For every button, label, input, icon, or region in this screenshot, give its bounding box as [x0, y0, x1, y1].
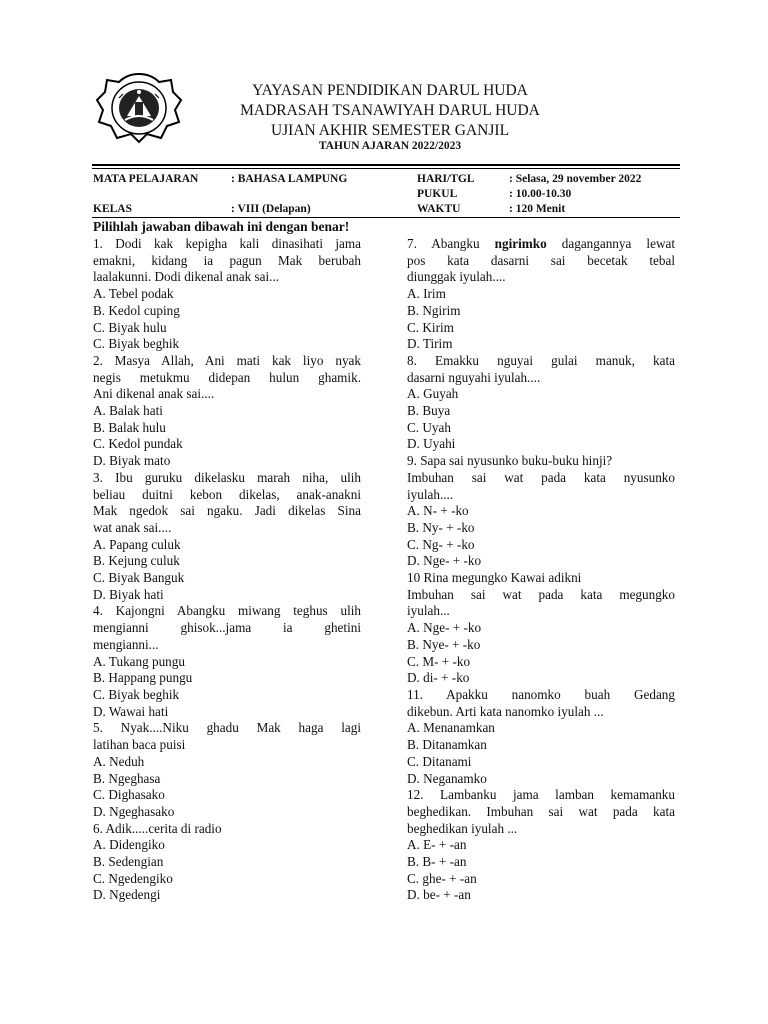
question-11-line: 11. Apakku nanomko buah Gedang [407, 686, 675, 702]
question-3-option: C. Biyak Banguk [93, 570, 185, 586]
question-4-option: A. Tukang pungu [93, 653, 185, 669]
question-6-line: 6. Adik.....cerita di radio [93, 820, 222, 836]
time-value: : 10.00-10.30 [509, 188, 572, 200]
question-7-bold-word: ngirimko [494, 236, 547, 251]
question-3-option: D. Biyak hati [93, 586, 164, 602]
question-5-option: C. Dighasako [93, 787, 165, 803]
exam-title: UJIAN AKHIR SEMESTER GANJIL [270, 122, 510, 139]
day-date-value: : Selasa, 29 november 2022 [509, 173, 642, 185]
question-2-option: B. Balak hulu [93, 419, 166, 435]
question-4-line: mengianni ghisok...jama ia ghetini [93, 620, 361, 636]
question-7-text: dagangannya lewat [546, 236, 675, 251]
question-9-option: C. Ng- + -ko [407, 536, 475, 552]
question-5-option: D. Ngeghasako [93, 803, 175, 819]
info-divider [92, 217, 680, 218]
question-7-line: pos kata dasarni sai becetak tebal [407, 252, 675, 268]
question-3-line: 3. Ibu guruku dikelasku marah niha, ulih [93, 469, 361, 485]
question-9-line: iyulah.... [407, 486, 454, 502]
question-6-option: B. Sedengian [93, 854, 164, 870]
question-4-option: D. Wawai hati [93, 703, 169, 719]
question-1-option: A. Tebel podak [93, 286, 174, 302]
instruction: Pilihlah jawaban dibawah ini dengan benar! [93, 219, 350, 234]
question-7-option: B. Ngirim [407, 302, 461, 318]
question-1-line: 1. Dodi kak kepigha kali dinasihati jama [93, 236, 361, 251]
question-12-line: 12. Lambanku jama lamban kemamanku [407, 787, 675, 803]
question-11-line: dikebun. Arti kata nanomko iyulah ... [407, 703, 604, 719]
question-2-line: Ani dikenal anak sai.... [93, 386, 215, 402]
question-6-option: A. Didengiko [93, 837, 165, 853]
question-5-option: B. Ngeghasa [93, 770, 161, 786]
question-10-option: B. Nye- + -ko [407, 636, 481, 652]
question-8-option: C. Uyah [407, 419, 451, 435]
question-2-option: C. Kedol pundak [93, 436, 183, 452]
question-1-option: C. Biyak beghik [93, 336, 180, 352]
duration-value: : 120 Menit [509, 203, 566, 215]
question-6-option: D. Ngedengi [93, 887, 161, 903]
question-7-option: D. Tirim [407, 336, 453, 352]
school-logo-seal [95, 72, 183, 144]
header-divider-thick [92, 164, 680, 166]
foundation-name: YAYASAN PENDIDIKAN DARUL HUDA [252, 82, 528, 99]
question-12-option: D. be- + -an [407, 887, 471, 903]
class-value: : VIII (Delapan) [231, 203, 311, 215]
question-3-line: wat anak sai.... [93, 519, 172, 535]
questions-left-column [93, 236, 361, 904]
question-1-option: C. Biyak hulu [93, 319, 167, 335]
question-2-line: negis metukmu didepan hulun ghamik. [93, 369, 361, 385]
class-label: KELAS [93, 203, 132, 215]
question-1-option: B. Kedol cuping [93, 302, 180, 318]
question-7-line: diunggak iyulah.... [407, 269, 506, 285]
duration-label: WAKTU [417, 203, 461, 215]
time-label: PUKUL [417, 188, 458, 200]
question-11-option: C. Ditanami [407, 753, 472, 769]
question-8-option: A. Guyah [407, 386, 459, 402]
question-12-option: C. ghe- + -an [407, 870, 477, 886]
questions-right-column [407, 236, 675, 904]
question-3-option: B. Kejung culuk [93, 553, 180, 569]
question-9-option: D. Nge- + -ko [407, 553, 482, 569]
question-10-line: 10 Rina megungko Kawai adikni [407, 570, 582, 586]
question-10-option: C. M- + -ko [407, 653, 471, 669]
question-11-option: B. Ditanamkan [407, 737, 487, 753]
question-4-line: mengianni... [93, 636, 159, 652]
question-8-line: 8. Emakku nguyai gulai manuk, kata [407, 352, 675, 368]
question-9-option: B. Ny- + -ko [407, 519, 475, 535]
question-12-option: B. B- + -an [407, 854, 467, 870]
question-10-option: D. di- + -ko [407, 670, 470, 686]
question-5-option: A. Neduh [93, 753, 145, 769]
question-3-option: A. Papang culuk [93, 536, 181, 552]
question-10-option: A. Nge- + -ko [407, 620, 482, 636]
question-3-line: beliau duitni kebon dikelas, anak-anakni [93, 486, 361, 502]
question-7-option: C. Kirim [407, 319, 454, 335]
question-9-option: A. N- + -ko [407, 503, 469, 519]
question-1-line: emakni, kidang ia pagun Mak berubah [93, 252, 361, 268]
question-7-text: 7. Abangku [407, 236, 495, 251]
question-7-option: A. Irim [407, 286, 446, 302]
question-9-line: Imbuhan sai wat pada kata nyusunko [407, 469, 675, 485]
question-8-line: dasarni nguyahi iyulah.... [407, 369, 541, 385]
school-name: MADRASAH TSANAWIYAH DARUL HUDA [240, 102, 540, 119]
subject-label: MATA PELAJARAN [93, 173, 199, 185]
question-12-line: beghedikan. Imbuhan sai wat pada kata [407, 803, 675, 819]
question-2-option: A. Balak hati [93, 403, 163, 419]
question-11-option: A. Menanamkan [407, 720, 495, 736]
question-10-line: Imbuhan sai wat pada kata megungko [407, 586, 675, 602]
question-7-line [407, 236, 675, 253]
question-4-option: C. Biyak beghik [93, 686, 180, 702]
question-6-option: C. Ngedengiko [93, 870, 173, 886]
day-date-label: HARI/TGL [417, 173, 475, 185]
question-8-option: B. Buya [407, 403, 451, 419]
question-12-option: A. E- + -an [407, 837, 467, 853]
question-9-line: 9. Sapa sai nyusunko buku-buku hinji? [407, 453, 613, 469]
question-11-option: D. Neganamko [407, 770, 487, 786]
question-2-line: 2. Masya Allah, Ani mati kak liyo nyak [93, 352, 361, 368]
question-4-option: B. Happang pungu [93, 670, 193, 686]
question-2-option: D. Biyak mato [93, 453, 171, 469]
subject-value: : BAHASA LAMPUNG [231, 173, 348, 185]
question-3-line: Mak ngedok sai ngaku. Jadi dikelas Sina [93, 503, 361, 519]
question-12-line: beghedikan iyulah ... [407, 820, 518, 836]
question-8-option: D. Uyahi [407, 436, 456, 452]
question-5-line: latihan baca puisi [93, 737, 186, 753]
header-divider-thin [92, 168, 680, 169]
question-10-line: iyulah... [407, 603, 450, 619]
question-4-line: 4. Kajongni Abangku miwang teghus ulih [93, 603, 361, 619]
question-1-line: laalakunni. Dodi dikenal anak sai... [93, 269, 280, 285]
question-5-line: 5. Nyak....Niku ghadu Mak haga lagi [93, 720, 361, 736]
academic-year: TAHUN AJARAN 2022/2023 [318, 140, 462, 152]
